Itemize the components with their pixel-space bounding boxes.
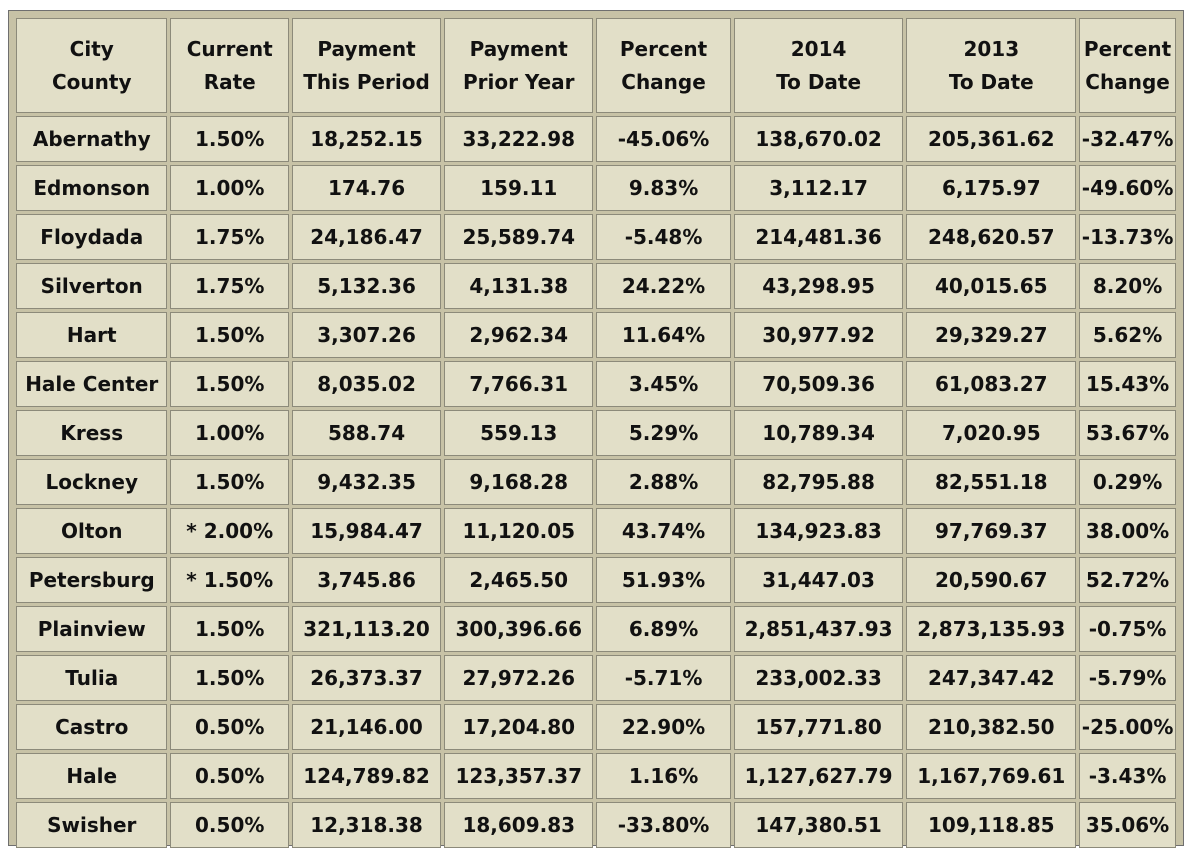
cell-to-date-2014: 134,923.83 (734, 508, 904, 554)
column-header-line: This Period (303, 69, 430, 94)
column-header-line: 2014 (790, 36, 847, 61)
cell-payment-this-period: 174.76 (292, 165, 441, 211)
cell-city-county: Swisher (16, 802, 167, 848)
column-header-line: County (51, 69, 132, 94)
cell-to-date-2014: 147,380.51 (734, 802, 904, 848)
cell-payment-prior-year: 159.11 (444, 165, 593, 211)
cell-current-rate: 1.00% (170, 165, 288, 211)
cell-percent-change: 3.45% (596, 361, 730, 407)
cell-payment-prior-year: 9,168.28 (444, 459, 593, 505)
cell-percent-change: 24.22% (596, 263, 730, 309)
cell-payment-prior-year: 2,465.50 (444, 557, 593, 603)
cell-to-date-2013: 82,551.18 (906, 459, 1076, 505)
cell-to-date-2014: 31,447.03 (734, 557, 904, 603)
column-header-line: To Date (776, 69, 862, 94)
cell-current-rate: 0.50% (170, 753, 288, 799)
table-row (16, 459, 1176, 505)
cell-payment-prior-year: 4,131.38 (444, 263, 593, 309)
cell-percent-change: -33.80% (596, 802, 730, 848)
cell-to-date-2014: 3,112.17 (734, 165, 904, 211)
table-row (16, 361, 1176, 407)
cell-to-date-2014: 30,977.92 (734, 312, 904, 358)
cell-percent-change: -5.48% (596, 214, 730, 260)
cell-percent-change: 5.29% (596, 410, 730, 456)
cell-current-rate: 1.00% (170, 410, 288, 456)
cell-current-rate: 0.50% (170, 704, 288, 750)
column-header-line: Rate (203, 69, 256, 94)
cell-to-date-2013: 6,175.97 (906, 165, 1076, 211)
cell-percent-change: 6.89% (596, 606, 730, 652)
cell-percent-change-to-date: -49.60% (1079, 165, 1176, 211)
table-row (16, 116, 1176, 162)
cell-current-rate: 1.75% (170, 214, 288, 260)
cell-percent-change-to-date: -25.00% (1079, 704, 1176, 750)
cell-payment-this-period: 3,745.86 (292, 557, 441, 603)
cell-percent-change: 22.90% (596, 704, 730, 750)
cell-to-date-2014: 157,771.80 (734, 704, 904, 750)
column-header-line: Change (621, 69, 706, 94)
cell-to-date-2014: 10,789.34 (734, 410, 904, 456)
cell-payment-prior-year: 7,766.31 (444, 361, 593, 407)
cell-percent-change: 9.83% (596, 165, 730, 211)
column-header-to-date-2014 (734, 18, 904, 113)
column-header-line: Percent (619, 36, 708, 61)
table-row (16, 410, 1176, 456)
column-header-percent-change-to-date (1079, 18, 1176, 113)
cell-to-date-2014: 43,298.95 (734, 263, 904, 309)
table-row (16, 753, 1176, 799)
table-row (16, 802, 1176, 848)
column-header-to-date-2013 (906, 18, 1076, 113)
cell-current-rate: 0.50% (170, 802, 288, 848)
cell-to-date-2013: 20,590.67 (906, 557, 1076, 603)
column-header-line: To Date (948, 69, 1034, 94)
cell-city-county: Kress (16, 410, 167, 456)
cell-percent-change: 43.74% (596, 508, 730, 554)
cell-payment-this-period: 18,252.15 (292, 116, 441, 162)
cell-percent-change: 11.64% (596, 312, 730, 358)
cell-payment-this-period: 8,035.02 (292, 361, 441, 407)
cell-percent-change: 51.93% (596, 557, 730, 603)
column-header-payment-this-period (292, 18, 441, 113)
column-header-line: 2013 (963, 36, 1020, 61)
cell-percent-change-to-date: -5.79% (1079, 655, 1176, 701)
cell-to-date-2013: 247,347.42 (906, 655, 1076, 701)
cell-percent-change-to-date: -13.73% (1079, 214, 1176, 260)
column-header-current-rate (170, 18, 288, 113)
cell-payment-prior-year: 18,609.83 (444, 802, 593, 848)
cell-to-date-2014: 138,670.02 (734, 116, 904, 162)
cell-to-date-2014: 2,851,437.93 (734, 606, 904, 652)
table-row (16, 655, 1176, 701)
cell-payment-this-period: 124,789.82 (292, 753, 441, 799)
table-row (16, 704, 1176, 750)
cell-payment-this-period: 21,146.00 (292, 704, 441, 750)
cell-city-county: Silverton (16, 263, 167, 309)
column-header-line: Payment (317, 36, 416, 61)
cell-to-date-2013: 205,361.62 (906, 116, 1076, 162)
cell-payment-prior-year: 123,357.37 (444, 753, 593, 799)
cell-percent-change: 1.16% (596, 753, 730, 799)
sales-tax-table (13, 15, 1179, 851)
table-row (16, 557, 1176, 603)
cell-city-county: Hale (16, 753, 167, 799)
cell-city-county: Castro (16, 704, 167, 750)
column-header-city-county (16, 18, 167, 113)
cell-city-county: Hale Center (16, 361, 167, 407)
cell-payment-prior-year: 11,120.05 (444, 508, 593, 554)
cell-to-date-2013: 1,167,769.61 (906, 753, 1076, 799)
cell-percent-change: 2.88% (596, 459, 730, 505)
cell-payment-this-period: 5,132.36 (292, 263, 441, 309)
cell-current-rate: 1.50% (170, 361, 288, 407)
cell-percent-change-to-date: 35.06% (1079, 802, 1176, 848)
cell-payment-prior-year: 2,962.34 (444, 312, 593, 358)
cell-to-date-2014: 1,127,627.79 (734, 753, 904, 799)
cell-to-date-2014: 82,795.88 (734, 459, 904, 505)
cell-current-rate: 1.50% (170, 655, 288, 701)
cell-payment-this-period: 26,373.37 (292, 655, 441, 701)
cell-percent-change-to-date: -32.47% (1079, 116, 1176, 162)
cell-payment-prior-year: 25,589.74 (444, 214, 593, 260)
cell-percent-change-to-date: 15.43% (1079, 361, 1176, 407)
cell-to-date-2013: 2,873,135.93 (906, 606, 1076, 652)
cell-to-date-2013: 61,083.27 (906, 361, 1076, 407)
cell-percent-change: -45.06% (596, 116, 730, 162)
table-row (16, 214, 1176, 260)
cell-percent-change-to-date: 8.20% (1079, 263, 1176, 309)
cell-payment-prior-year: 17,204.80 (444, 704, 593, 750)
cell-current-rate: * 1.50% (170, 557, 288, 603)
cell-to-date-2013: 7,020.95 (906, 410, 1076, 456)
column-header-payment-prior-year (444, 18, 593, 113)
cell-city-county: Plainview (16, 606, 167, 652)
table-row (16, 606, 1176, 652)
cell-payment-this-period: 9,432.35 (292, 459, 441, 505)
cell-to-date-2013: 29,329.27 (906, 312, 1076, 358)
cell-percent-change-to-date: 53.67% (1079, 410, 1176, 456)
cell-percent-change-to-date: 0.29% (1079, 459, 1176, 505)
cell-to-date-2013: 40,015.65 (906, 263, 1076, 309)
cell-current-rate: 1.50% (170, 606, 288, 652)
cell-city-county: Lockney (16, 459, 167, 505)
cell-city-county: Floydada (16, 214, 167, 260)
column-header-line: Current (186, 36, 273, 61)
cell-percent-change-to-date: 38.00% (1079, 508, 1176, 554)
cell-current-rate: 1.50% (170, 312, 288, 358)
column-header-line: City (69, 36, 114, 61)
table-row (16, 263, 1176, 309)
cell-percent-change-to-date: -3.43% (1079, 753, 1176, 799)
cell-to-date-2013: 210,382.50 (906, 704, 1076, 750)
cell-percent-change: -5.71% (596, 655, 730, 701)
header-row (16, 18, 1176, 113)
table-body (16, 116, 1176, 848)
cell-percent-change-to-date: -0.75% (1079, 606, 1176, 652)
cell-payment-this-period: 588.74 (292, 410, 441, 456)
cell-to-date-2013: 248,620.57 (906, 214, 1076, 260)
column-header-line: Prior Year (462, 69, 575, 94)
cell-payment-prior-year: 33,222.98 (444, 116, 593, 162)
cell-payment-prior-year: 300,396.66 (444, 606, 593, 652)
table-row (16, 165, 1176, 211)
table-row (16, 508, 1176, 554)
cell-payment-this-period: 24,186.47 (292, 214, 441, 260)
cell-payment-this-period: 12,318.38 (292, 802, 441, 848)
cell-payment-prior-year: 27,972.26 (444, 655, 593, 701)
column-header-percent-change (596, 18, 730, 113)
table-row (16, 312, 1176, 358)
cell-city-county: Petersburg (16, 557, 167, 603)
column-header-line: Change (1085, 69, 1170, 94)
cell-city-county: Olton (16, 508, 167, 554)
cell-current-rate: * 2.00% (170, 508, 288, 554)
cell-to-date-2014: 70,509.36 (734, 361, 904, 407)
cell-current-rate: 1.75% (170, 263, 288, 309)
cell-payment-prior-year: 559.13 (444, 410, 593, 456)
cell-payment-this-period: 15,984.47 (292, 508, 441, 554)
cell-current-rate: 1.50% (170, 116, 288, 162)
cell-to-date-2014: 214,481.36 (734, 214, 904, 260)
cell-to-date-2013: 109,118.85 (906, 802, 1076, 848)
column-header-line: Percent (1083, 36, 1172, 61)
column-header-line: Payment (469, 36, 568, 61)
sales-tax-table-frame (8, 10, 1184, 846)
cell-payment-this-period: 321,113.20 (292, 606, 441, 652)
cell-city-county: Abernathy (16, 116, 167, 162)
cell-city-county: Hart (16, 312, 167, 358)
cell-percent-change-to-date: 52.72% (1079, 557, 1176, 603)
cell-city-county: Edmonson (16, 165, 167, 211)
cell-payment-this-period: 3,307.26 (292, 312, 441, 358)
cell-city-county: Tulia (16, 655, 167, 701)
cell-to-date-2014: 233,002.33 (734, 655, 904, 701)
cell-to-date-2013: 97,769.37 (906, 508, 1076, 554)
cell-current-rate: 1.50% (170, 459, 288, 505)
cell-percent-change-to-date: 5.62% (1079, 312, 1176, 358)
